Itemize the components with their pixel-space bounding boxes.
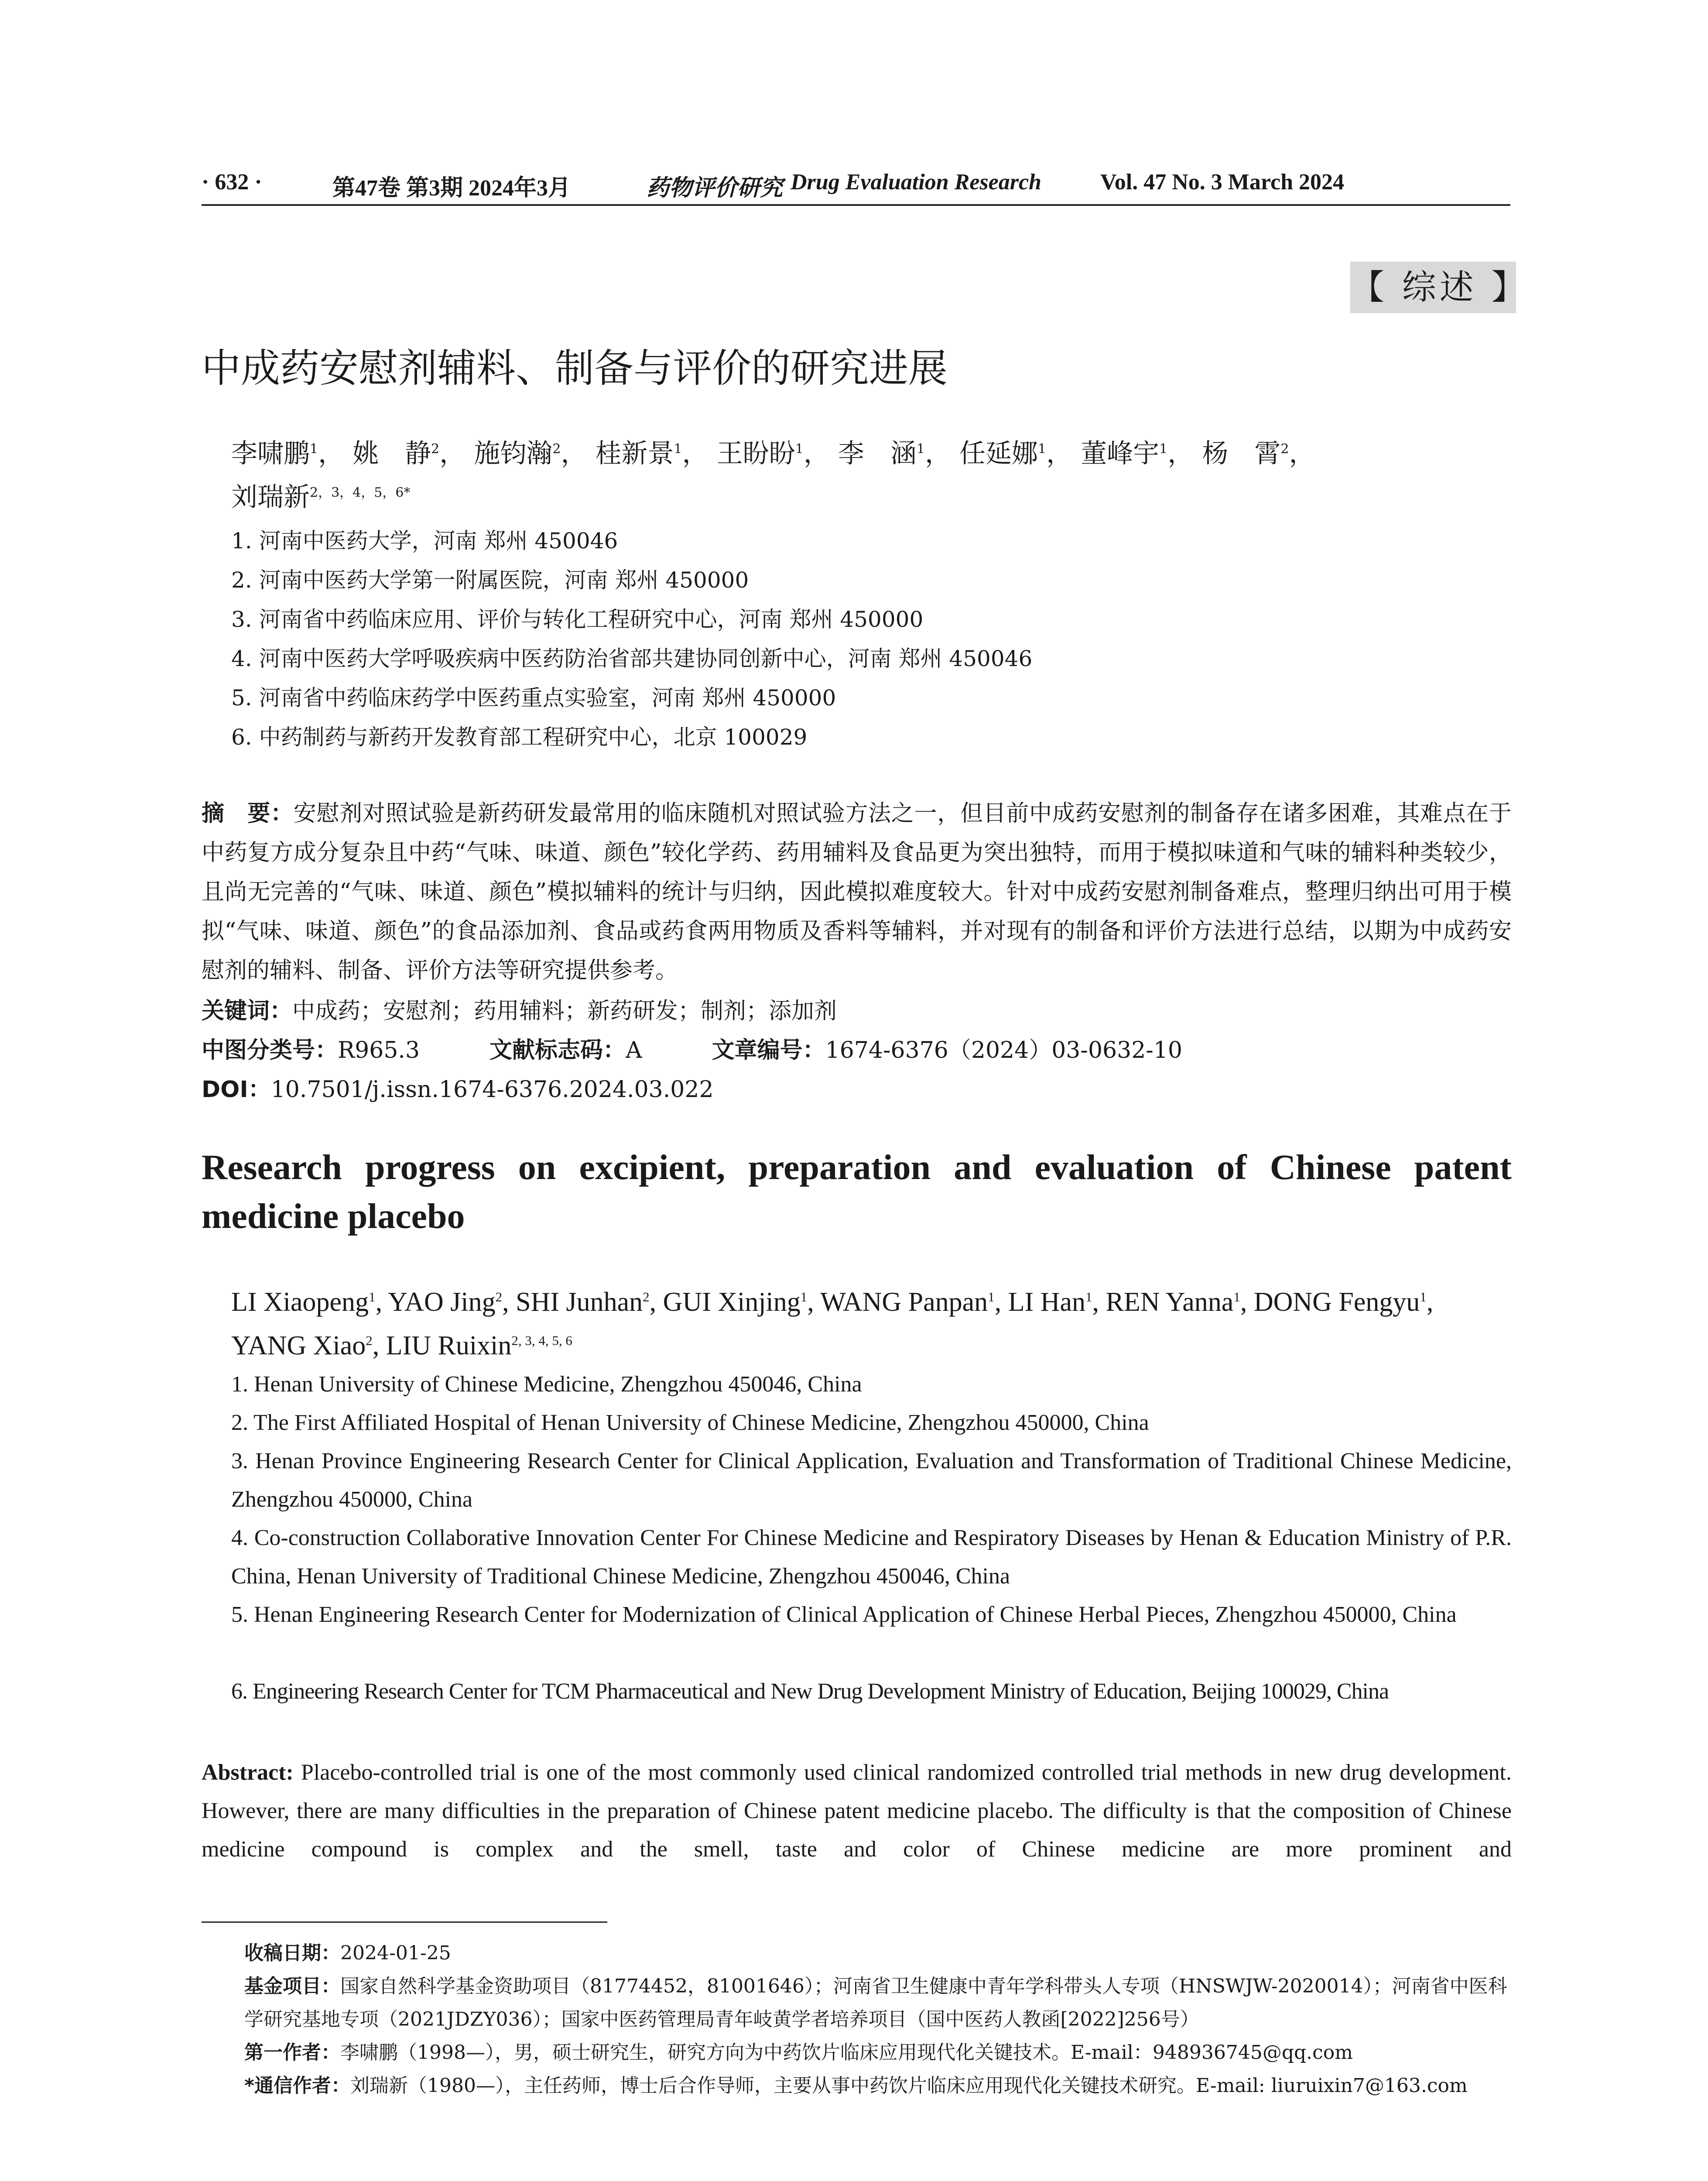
author-cn: 刘瑞新$^{2,3,4,5,6*}$ (231, 482, 411, 513)
affiliation-cn: 3. 河南省中药临床应用、评价与转化工程研究中心，河南 郑州 450000 (231, 607, 924, 632)
title-cn: 中成药安慰剂辅料、制备与评价的研究进展 (202, 345, 948, 391)
author-cn: 王盼盼$^1$， (716, 438, 830, 469)
author-en: YAO Jing$^2$, (388, 1287, 516, 1317)
affiliation-en: 3. Henan Province Engineering Research Center for Clinical Application, Evaluation and Transformation of Traditional Chinese Medicine, Zhengzhou 450000, China (231, 1449, 1512, 1512)
affiliation-cn: 2. 河南中医药大学第一附属医院，河南 郑州 450000 (231, 567, 749, 593)
running-header (202, 169, 1510, 201)
author-en: LI Xiaopeng$^1$, (231, 1287, 388, 1317)
author-en: SHI Junhan$^2$, (516, 1287, 663, 1317)
abstract-en-label: Abstract: (202, 1760, 294, 1785)
authors-en (231, 1280, 1514, 1367)
affiliation-cn: 6. 中药制药与新药开发教育部工程研究中心，北京 100029 (231, 725, 808, 750)
footnote-received: 收稿日期：2024-01-25 (244, 1942, 451, 1964)
affiliation-en: 4. Co-construction Collaborative Innovation Center For Chinese Medicine and Respiratory Diseases by Henan & Education Ministry of P.R. China, Henan University of Traditional Chinese Medicine, Zhengzhou 450046, China (231, 1525, 1512, 1589)
title-en: Research progress on excipient, preparation and evaluation of Chinese patent medicine placebo (202, 1147, 1512, 1236)
author-en: GUI Xinjing$^1$, (663, 1287, 821, 1317)
keywords-cn: 关键词：中成药；安慰剂；药用辅料；新药研发；制剂；添加剂 (202, 998, 837, 1024)
affiliation-en: 5. Henan Engineering Research Center for Modernization of Clinical Application of Chinese Herbal Pieces, Zhengzhou 450000, China (231, 1602, 1457, 1627)
author-cn: 任延娜$^1$， (959, 438, 1073, 469)
author-en: REN Yanna$^1$, (1106, 1287, 1254, 1317)
author-cn: 李 涵$^1$， (838, 438, 951, 469)
affiliation-cn: 5. 河南省中药临床药学中医药重点实验室，河南 郑州 450000 (231, 685, 836, 711)
issue-en: Vol. 47 No. 3 March 2024 (1100, 170, 1344, 195)
journal-logo-cn: 药物评价研究 (647, 174, 783, 201)
author-en: WANG Panpan$^1$, (820, 1287, 1008, 1317)
author-cn: 杨 霄$^2$， (1202, 438, 1315, 469)
doi-line: DOI：10.7501/j.issn.1674-6376.2024.03.022 (202, 1077, 714, 1103)
issue-cn: 第47卷 第3期 2024年3月 (332, 176, 571, 201)
footnote-fund: 基金项目：国家自然科学基金资助项目（81774452，81001646）；河南省卫生健康中青年学科带头人专项（HNSWJW-2020014）；河南省中医科学研究基地专项（2021JDZY036）；国家中医药管理局青年岐黄学者培养项目（国中医药人教函[2022]256号） (244, 1975, 1507, 2031)
author-cn: 桂新景$^1$， (595, 438, 709, 469)
author-en: DONG Fengyu$^1$, (1253, 1287, 1434, 1317)
footnote-first-author: 第一作者：李啸鹏（1998—），男，硕士研究生，研究方向为中药饮片临床应用现代化关键技术。E-mail：948936745@qq.com (244, 2041, 1353, 2064)
affiliation-en: 6. Engineering Research Center for TCM Pharmaceutical and New Drug Development Ministry of Education, Beijing 100029, China (231, 1679, 1389, 1704)
authors-cn (231, 432, 1514, 519)
author-cn: 李啸鹏$^1$， (231, 438, 345, 469)
affiliation-cn: 1. 河南中医药大学，河南 郑州 450046 (231, 528, 618, 554)
author-cn: 董峰宇$^1$， (1081, 438, 1194, 469)
affiliation-cn: 4. 河南中医药大学呼吸疾病中医药防治省部共建协同创新中心，河南 郑州 450046 (231, 646, 1033, 671)
author-cn: 施钧瀚$^2$， (474, 438, 587, 469)
author-en: LIU Ruixin$^{2, 3, 4, 5, 6}$ (386, 1331, 572, 1361)
abstract-cn (202, 794, 1512, 990)
journal-name-en: Drug Evaluation Research (791, 170, 1041, 195)
abstract-cn-label: 摘 要： (202, 800, 294, 827)
affiliation-en: 1. Henan University of Chinese Medicine, Zhengzhou 450046, China (231, 1372, 862, 1397)
abstract-en-text: Placebo-controlled trial is one of the most commonly used clinical randomized controlled trial methods in new drug development. However, there are many difficulties in the preparation of Chinese patent medicine placebo. The difficulty is that the composition of Chinese medicine compound is complex and the smell, taste and color of Chinese medicine are more prominent and (202, 1760, 1512, 1862)
author-en: YANG Xiao$^2$, (231, 1331, 386, 1361)
classification-line: 中图分类号：R965.3 文献标志码：A 文章编号：1674-6376（2024）03-0632-10 (202, 1037, 1183, 1063)
abstract-cn-text: 安慰剂对照试验是新药研发最常用的临床随机对照试验方法之一，但目前中成药安慰剂的制备存在诸多困难，其难点在于中药复方成分复杂且中药“气味、味道、颜色”较化学药、药用辅料及食品更为突出独特，而用于模拟味道和气味的辅料种类较少，且尚无完善的“气味、味道、颜色”模拟辅料的统计与归纳，因此模拟难度较大。针对中成药安慰剂制备难点，整理归纳出可用于模拟“气味、味道、颜色”的食品添加剂、食品或药食两用物质及香料等辅料，并对现有的制备和评价方法进行总结，以期为中成药安慰剂的辅料、制备、评价方法等研究提供参考。 (202, 800, 1512, 984)
page-number: · 632 · (202, 170, 262, 195)
section-tag: 【 综述 】 (1350, 262, 1516, 313)
footnote-corresponding: *通信作者：刘瑞新（1980—），主任药师，博士后合作导师，主要从事中药饮片临床应用现代化关键技术研究。E-mail: liuruixin7@163.com (244, 2075, 1468, 2097)
abstract-en (202, 1754, 1512, 1869)
footnote-rule (202, 1921, 607, 1923)
author-cn: 姚 静$^2$， (353, 438, 466, 469)
author-en: LI Han$^1$, (1008, 1287, 1106, 1317)
header-rule (202, 204, 1510, 206)
affiliation-en: 2. The First Affiliated Hospital of Henan University of Chinese Medicine, Zhengzhou 450000, China (231, 1410, 1149, 1435)
